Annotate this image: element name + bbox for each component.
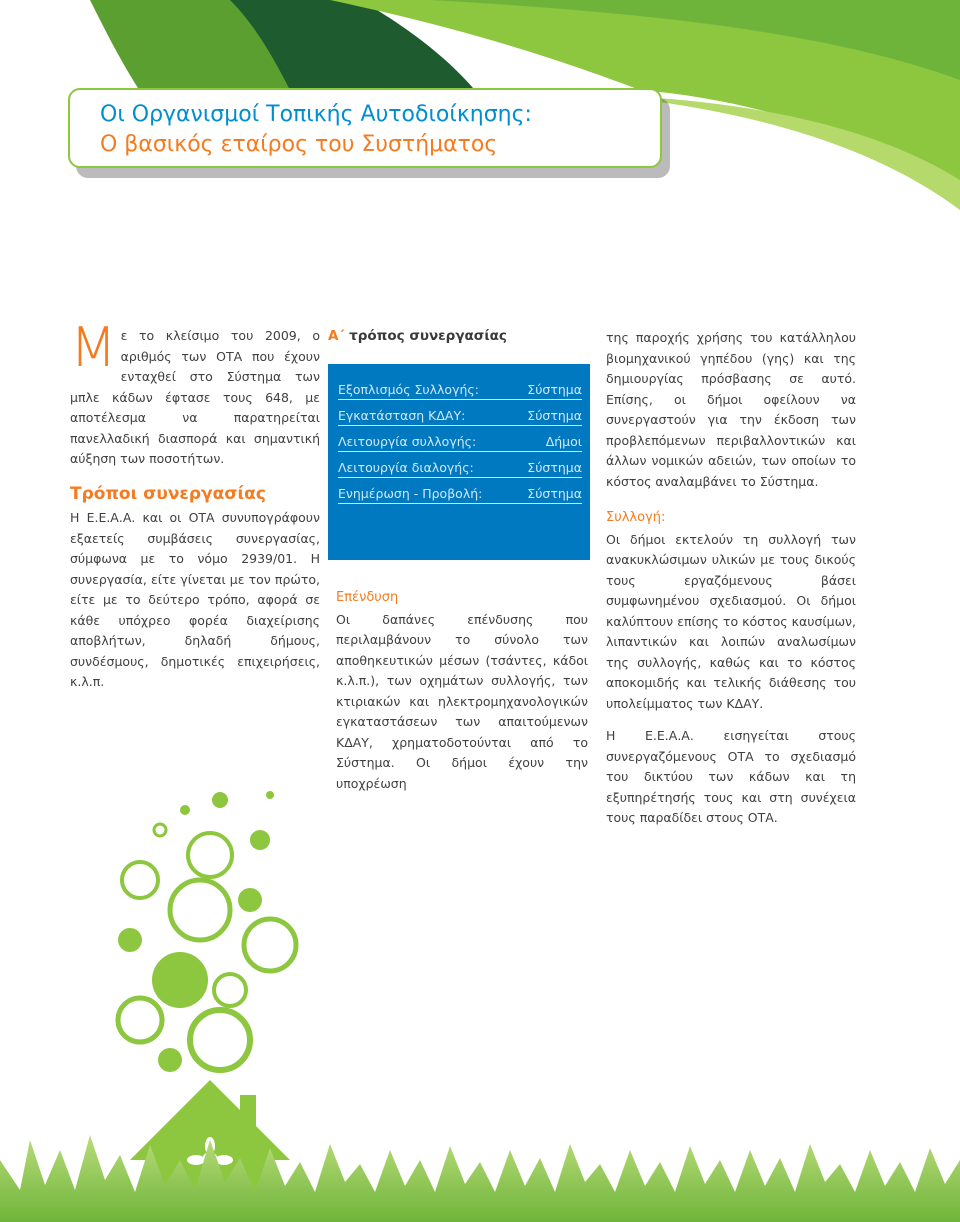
drop-cap: Μ <box>70 316 117 379</box>
method-a-title-text: τρόπος συνεργασίας <box>344 328 507 344</box>
title-box <box>68 88 662 168</box>
investment-paragraph: Οι δαπάνες επένδυσης που περιλαμβάνουν το σύνολο των αποθηκευτικών μέσων (τσάντες, κάδοι κ.λ.π.), των οχημάτων συλλογής, των κτιριακών και ηλεκτρομηχανολογικών εγκαταστάσεων των απαιτούμενων ΚΔΑΥ, χρηματοδοτούνται από το Σύστημα. Οι δήμοι έχουν την υποχρέωση <box>336 611 588 791</box>
collection-paragraph: Οι δήμοι εκτελούν τη συλλογή των ανακυκλώσιμων υλικών με τους δικούς τους εργαζόμενους βάσει συμφωνημένου σχεδιασμού. Οι δήμοι καλύπτουν επίσης το κόστος καυσίμων, λιπαντικών και λοιπών αναλωσίμων της συλλογής, καθώς και το κόστος αποκομιδής και τελικής διάθεσης του υπολείμματος των ΚΔΑΥ. <box>606 531 856 711</box>
row-value: Σύστημα <box>527 382 582 397</box>
page-title-line1: Οι Οργανισμοί Τοπικής Αυτοδιοίκησης: <box>100 102 532 127</box>
responsibility-row <box>338 478 582 504</box>
permits-paragraph: της παροχής χρήσης του κατάλληλου βιομηχανικού γηπέδου (γης) και της δημιουργίας πρόσβασης σε αυτό. Επίσης, οι δήμοι οφείλουν να συνεργαστούν για την έκδοση των προβλεπόμενων περιβαλλοντικών και άλλων νομικών αδειών, των οποίων το κόστος αναλαμβάνει το Σύστημα. <box>606 330 856 489</box>
responsibility-box <box>328 364 590 560</box>
page-title-line2: Ο βασικός εταίρος του Συστήματος <box>100 132 498 157</box>
cooperation-heading: Τρόποι συνεργασίας <box>70 483 266 504</box>
responsibility-row <box>338 426 582 452</box>
investment-heading: Επένδυση <box>336 590 399 605</box>
method-a-title <box>328 328 507 344</box>
responsibility-row <box>338 374 582 400</box>
row-label: Λειτουργία διαλογής: <box>338 460 474 475</box>
row-value: Σύστημα <box>527 460 582 475</box>
column-left <box>70 316 320 693</box>
network-paragraph: Η Ε.Ε.Α.Α. εισηγείται στους συνεργαζόμενους ΟΤΑ το σχεδιασμό του δικτύου των κάδων και τη εξυπηρέτησής τους και στη συνέχεια τους παραδίδει στους ΟΤΑ. <box>606 728 856 825</box>
row-label: Ενημέρωση - Προβολή: <box>338 486 483 501</box>
row-value: Δήμοι <box>545 434 582 449</box>
row-label: Λειτουργία συλλογής: <box>338 434 477 449</box>
row-label: Εξοπλισμός Συλλογής: <box>338 382 479 397</box>
column-right <box>606 328 856 829</box>
investment-section <box>336 588 588 794</box>
responsibility-row <box>338 400 582 426</box>
grass-strip-graphic <box>0 1120 960 1222</box>
row-value: Σύστημα <box>527 486 582 501</box>
collection-heading: Συλλογή: <box>606 510 666 525</box>
row-label: Εγκατάσταση ΚΔΑΥ: <box>338 408 466 423</box>
responsibility-row <box>338 452 582 478</box>
intro-paragraph <box>70 316 320 470</box>
method-a-mark: Α΄ <box>328 328 345 344</box>
cooperation-paragraph: Η Ε.Ε.Α.Α. και οι ΟΤΑ συνυπογράφουν εξαετείς συμβάσεις συνεργασίας, σύμφωνα με το νόμο 2939/01. Η συνεργασία, είτε γίνεται με τον πρώτο, είτε με το δεύτερο τρόπο, αφορά σε κάθε υπόχρεο φορέα διαχείρισης αποβλήτων, δηλαδή δήμους, συνδέσμους, δημοτικές επιχειρήσεις, κ.λ.π. <box>70 510 320 689</box>
row-value: Σύστημα <box>527 408 582 423</box>
intro-text: ε το κλείσιμο του 2009, ο αριθμός των ΟΤΑ που έχουν ενταχθεί στο Σύστημα των μπλε κάδων έφτασε τους 648, με αποτέλεσμα να παρατηρείται πανελλαδική διασπορά και σημαντική αύξηση των ποσοτήτων. <box>70 328 320 466</box>
